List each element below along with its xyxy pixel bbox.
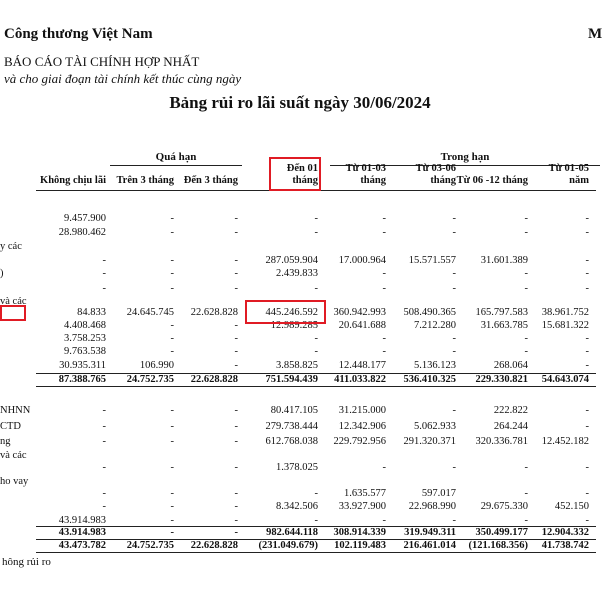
column-header-line1 (38, 163, 106, 175)
total-rule (36, 373, 596, 374)
table-cell: - (170, 268, 174, 279)
table-cell: - (170, 527, 174, 538)
table-cell: - (170, 488, 174, 499)
table-cell: 20.641.688 (338, 320, 386, 331)
table-cell: 264.244 (493, 421, 528, 432)
table-cell: 24.645.745 (126, 307, 174, 318)
table-cell: 9.763.538 (64, 346, 106, 357)
table-cell: - (234, 436, 238, 447)
table-cell: - (170, 436, 174, 447)
table-cell: 54.643.074 (541, 374, 589, 385)
total-rule-bottom (36, 386, 596, 387)
table-cell: - (170, 462, 174, 473)
table-cell: 41.738.742 (541, 540, 589, 551)
group-header-in-range: Trong hạn (330, 151, 600, 166)
table-cell: - (314, 346, 318, 357)
table-cell: - (170, 320, 174, 331)
table-cell: 320.336.781 (475, 436, 528, 447)
table-cell: 43.473.782 (58, 540, 106, 551)
table-cell: - (234, 346, 238, 357)
table-row (0, 421, 600, 435)
table-cell: 84.833 (77, 307, 106, 318)
table-cell: 751.594.439 (265, 374, 318, 385)
table-cell: - (382, 333, 386, 344)
table-row (0, 241, 600, 255)
table-cell: - (234, 527, 238, 538)
table-cell: - (524, 462, 528, 473)
table-cell: - (234, 320, 238, 331)
table-cell: - (102, 462, 106, 473)
table-cell: - (170, 333, 174, 344)
column-header-line1 (108, 163, 174, 175)
table-cell: 106.990 (139, 360, 174, 371)
table-cell: - (102, 501, 106, 512)
table-cell: - (585, 462, 589, 473)
table-cell: - (234, 488, 238, 499)
table-row (0, 405, 600, 419)
table-cell: - (382, 283, 386, 294)
table-row (0, 462, 600, 476)
table-cell: (121.168.356) (468, 540, 528, 551)
row-label: y các (0, 241, 22, 252)
header-right-edge: M (588, 26, 602, 42)
table-cell: 8.342.506 (276, 501, 318, 512)
company-name: Công thương Việt Nam (4, 26, 153, 42)
row-label: ) (0, 268, 4, 279)
table-cell: - (234, 360, 238, 371)
table-cell: 508.490.365 (403, 307, 456, 318)
total-rule (36, 526, 596, 527)
table-cell: 30.935.311 (59, 360, 106, 371)
table-cell: - (170, 283, 174, 294)
table-cell: - (234, 405, 238, 416)
table-row (0, 436, 600, 450)
table-cell: 445.246.592 (265, 307, 318, 318)
column-header-line2: tháng (292, 175, 318, 186)
table-cell: 1.378.025 (276, 462, 318, 473)
table-cell: 291.320.371 (403, 436, 456, 447)
table-cell: - (382, 268, 386, 279)
highlight-box-column-header (269, 157, 321, 191)
table-cell: - (234, 421, 238, 432)
table-cell: 229.792.956 (333, 436, 386, 447)
table-cell: 17.000.964 (338, 255, 386, 266)
table-cell: 15.571.557 (408, 255, 456, 266)
table-cell: 319.949.311 (404, 527, 456, 538)
table-cell: - (585, 488, 589, 499)
column-header-line2: Không chịu lãi (40, 175, 106, 186)
table-cell: 80.417.105 (270, 405, 318, 416)
column-header-line2: Từ 06 -12 tháng (456, 175, 528, 186)
column-header-2 (176, 163, 238, 187)
table-cell: - (585, 255, 589, 266)
table-cell: 9.457.900 (64, 213, 106, 224)
table-row (0, 268, 600, 282)
table-cell: - (234, 268, 238, 279)
row-label: NHNN (0, 405, 31, 416)
table-cell: - (524, 283, 528, 294)
table-cell: - (585, 515, 589, 526)
table-cell: - (585, 360, 589, 371)
table-cell: 29.675.330 (480, 501, 528, 512)
table-cell: - (170, 227, 174, 238)
table-cell: - (102, 255, 106, 266)
table-cell: - (234, 515, 238, 526)
column-header-line2: năm (569, 175, 589, 186)
table-cell: - (234, 213, 238, 224)
column-header-line1: Đến 01 (286, 163, 318, 174)
report-title: BÁO CÁO TÀI CHÍNH HỢP NHẤT (4, 54, 200, 69)
table-cell: 87.388.765 (58, 374, 106, 385)
column-header-0 (38, 163, 106, 187)
table-cell: 165.797.583 (475, 307, 528, 318)
table-cell: - (314, 227, 318, 238)
table-cell: - (314, 333, 318, 344)
table-cell: - (234, 333, 238, 344)
table-cell: - (314, 283, 318, 294)
report-subtitle: và cho giai đoạn tài chính kết thúc cùng ngày (4, 71, 242, 86)
table-cell: 452.150 (554, 501, 589, 512)
table-row (0, 501, 600, 515)
table-cell: 229.330.821 (475, 374, 528, 385)
column-header-4 (320, 163, 386, 187)
table-cell: - (585, 227, 589, 238)
table-cell: - (170, 405, 174, 416)
table-cell: 24.752.735 (126, 540, 174, 551)
column-header-line1 (176, 163, 238, 175)
column-header-line1: Từ 03-06 (415, 163, 456, 174)
column-header-line2: Trên 3 tháng (116, 175, 174, 186)
column-header-line2: tháng (360, 175, 386, 186)
table-row (0, 213, 600, 227)
table-cell: 4.408.468 (64, 320, 106, 331)
table-cell: 597.017 (421, 488, 456, 499)
table-cell: - (524, 346, 528, 357)
table-cell: - (585, 333, 589, 344)
table-cell: - (170, 346, 174, 357)
table-cell: - (524, 268, 528, 279)
column-header-line1: Từ 01-03 (345, 163, 386, 174)
table-cell: - (452, 515, 456, 526)
table-cell: 287.059.904 (265, 255, 318, 266)
column-header-1 (108, 163, 174, 187)
table-cell: 43.914.983 (58, 515, 106, 526)
table-cell: - (452, 462, 456, 473)
table-cell: - (382, 515, 386, 526)
table-cell: 15.681.322 (541, 320, 589, 331)
table-cell: - (314, 488, 318, 499)
table-cell: 38.961.752 (541, 307, 589, 318)
table-cell: 12.452.182 (541, 436, 589, 447)
table-cell: - (102, 405, 106, 416)
table-cell: 7.212.280 (414, 320, 456, 331)
table-cell: - (585, 268, 589, 279)
table-cell: - (382, 346, 386, 357)
row-label: và các (0, 296, 27, 307)
table-cell: 22.628.828 (190, 374, 238, 385)
table-row (0, 346, 600, 360)
row-label: ng (0, 436, 11, 447)
table-cell: - (452, 213, 456, 224)
table-cell: - (452, 405, 456, 416)
total-rule-bottom (36, 552, 596, 553)
table-row (0, 333, 600, 347)
footer-note: hông rủi ro (2, 556, 51, 568)
highlight-box-cell (245, 300, 326, 324)
table-row (0, 488, 600, 502)
table-cell: 2.439.833 (276, 268, 318, 279)
table-cell: 982.644.118 (266, 527, 318, 538)
table-cell: 43.914.983 (58, 527, 106, 538)
table-cell: - (452, 268, 456, 279)
table-cell: - (234, 255, 238, 266)
table-cell: 12.989.285 (270, 320, 318, 331)
table-row (0, 255, 600, 269)
table-cell: - (585, 405, 589, 416)
column-header-line1: Từ 01-05 (548, 163, 589, 174)
table-cell: - (102, 421, 106, 432)
table-cell: 350.499.177 (475, 527, 528, 538)
table-cell: 536.410.325 (403, 374, 456, 385)
column-header-line2: Đến 3 tháng (183, 175, 238, 186)
table-cell: 28.980.462 (58, 227, 106, 238)
table-cell: - (234, 227, 238, 238)
table-cell: - (102, 268, 106, 279)
table-cell: 5.062.933 (414, 421, 456, 432)
table-cell: - (524, 227, 528, 238)
table-cell: - (102, 488, 106, 499)
table-cell: - (585, 283, 589, 294)
table-cell: 22.628.828 (190, 307, 238, 318)
total-rule (36, 539, 596, 540)
table-cell: 102.119.483 (334, 540, 386, 551)
table-cell: (231.049.679) (258, 540, 318, 551)
table-cell: - (382, 213, 386, 224)
table-cell: - (234, 283, 238, 294)
table-cell: - (170, 515, 174, 526)
table-cell: 31.215.000 (338, 405, 386, 416)
table-cell: - (170, 421, 174, 432)
table-cell: 12.342.906 (338, 421, 386, 432)
table-cell: 22.628.828 (190, 540, 238, 551)
table-cell: - (452, 333, 456, 344)
table-cell: 31.663.785 (480, 320, 528, 331)
table-cell: 222.822 (493, 405, 528, 416)
table-cell: - (524, 213, 528, 224)
table-cell: - (234, 462, 238, 473)
table-row (0, 283, 600, 297)
column-header-7 (529, 163, 589, 187)
table-cell: - (170, 213, 174, 224)
table-cell: - (170, 255, 174, 266)
table-row (0, 227, 600, 241)
table-title: Bảng rủi ro lãi suất ngày 30/06/2024 (169, 93, 431, 112)
table-cell: 31.601.389 (480, 255, 528, 266)
table-cell: 3.758.253 (64, 333, 106, 344)
table-cell: 216.461.014 (403, 540, 456, 551)
table-cell: - (585, 213, 589, 224)
table-cell: 24.752.735 (126, 374, 174, 385)
table-cell: - (102, 436, 106, 447)
table-cell: - (524, 333, 528, 344)
table-cell: 33.927.900 (338, 501, 386, 512)
table-cell: - (382, 462, 386, 473)
table-cell: 12.904.332 (541, 527, 589, 538)
table-cell: 1.635.577 (344, 488, 386, 499)
table-cell: 279.738.444 (265, 421, 318, 432)
table-cell: 612.768.038 (265, 436, 318, 447)
group-header-overdue: Quá hạn (110, 151, 242, 166)
column-header-6 (456, 163, 528, 187)
row-label: ho vay (0, 476, 29, 487)
table-cell: - (382, 227, 386, 238)
column-header-line2: tháng (430, 175, 456, 186)
table-cell: 12.448.177 (338, 360, 386, 371)
table-cell: 22.968.990 (408, 501, 456, 512)
table-cell: - (585, 421, 589, 432)
column-header-line1 (456, 163, 528, 175)
row-label: CTD (0, 421, 21, 432)
table-cell: 411.033.822 (334, 374, 386, 385)
table-row (0, 360, 600, 374)
table-cell: - (234, 501, 238, 512)
table-cell: - (102, 283, 106, 294)
row-label: và các (0, 450, 27, 461)
table-cell: - (585, 346, 589, 357)
table-cell: 360.942.993 (333, 307, 386, 318)
table-cell: - (452, 227, 456, 238)
table-cell: - (452, 346, 456, 357)
table-cell: 268.064 (493, 360, 528, 371)
table-cell: 3.858.825 (276, 360, 318, 371)
table-cell: 5.136.123 (414, 360, 456, 371)
table-cell: - (314, 213, 318, 224)
table-cell: - (524, 515, 528, 526)
table-cell: - (524, 488, 528, 499)
column-header-5 (388, 163, 456, 187)
table-cell: 308.914.339 (333, 527, 386, 538)
table-cell: - (170, 501, 174, 512)
highlight-box-row-label (0, 305, 26, 321)
table-cell: - (452, 283, 456, 294)
table-cell: - (314, 515, 318, 526)
